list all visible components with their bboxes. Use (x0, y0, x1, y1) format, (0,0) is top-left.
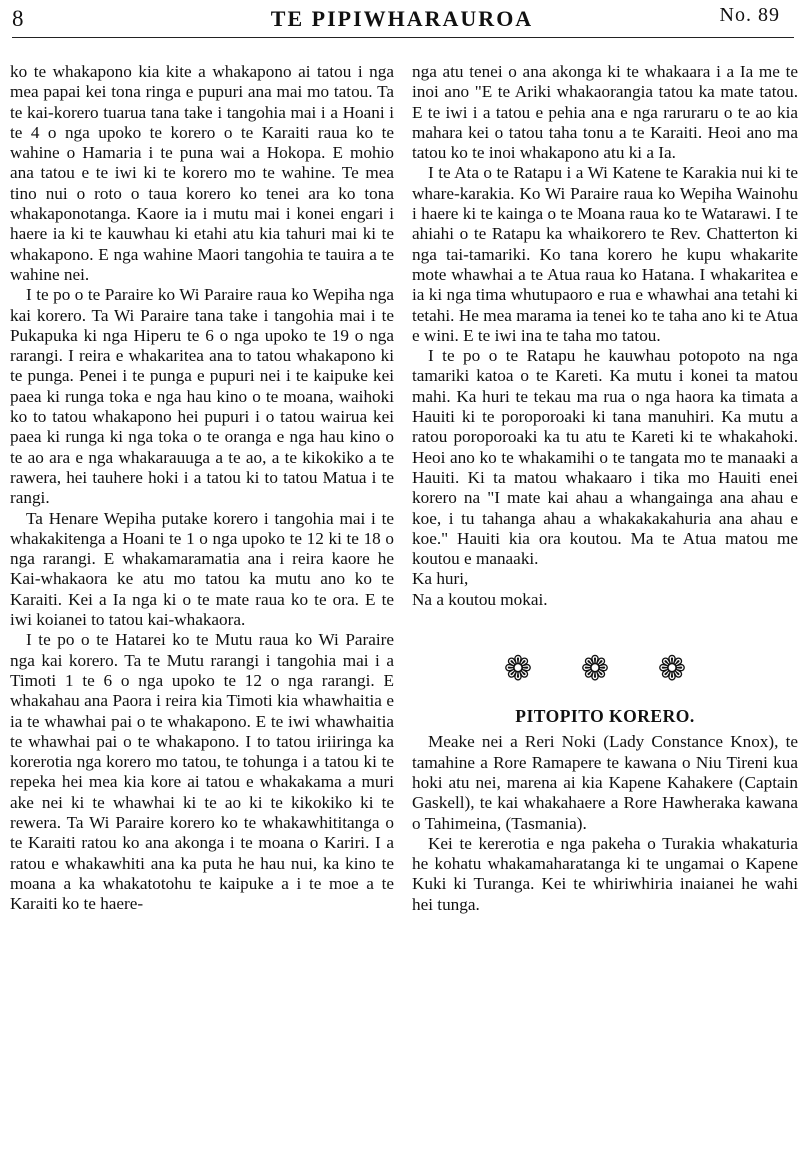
paragraph: Meake nei a Reri Noki (Lady Constance Knox), te tamahine a Rore Ramapere te kawana o Niu Tireni kua hoki atu nei, marena ai kia Kapene Kahakere (Captain Gaskell), te kai whakahaere a Rore Hawheraka kawana o Tahimeina, (Tasmania). (412, 732, 798, 833)
issue-number: No. 89 (719, 4, 780, 26)
ornament-divider: ❁ ❁ ❁ (503, 651, 707, 689)
left-column (10, 62, 394, 1162)
paragraph: I te po o te Paraire ko Wi Paraire raua ko Wepiha nga kai korero. Ta Wi Paraire tana take i tangohia mai i te Pukapuka ki nga Hiperu te 6 o nga upoko te 19 o nga rarangi. I reira e whakaritea ana to tatou whakapono ki te punga. Penei i te punga e pupuri nei i te kaipuke kei paea ki runga toka e nga hau kino o te moana, waihoki ko to tatou whakapono hei pupuri i o tatou wairua kei paea ki runga ki nga toka o te oranga e nga hau kino o te ao ara e nga whakarauuga a te ao, a te kikokiko a te rawera, hei tauhere hoki i a tatou ki to tatou Matua i te rangi. (10, 285, 394, 508)
section-heading: PITOPITO KORERO. (515, 706, 695, 727)
paragraph: ko te whakapono kia kite a whakapono ai tatou i nga mea papai kei tona ringa e pupuri ana mai mo tatou. Ta te kai-korero tuarua tana take i tangohia mai i a Hoani i te 4 o nga upoko te korero o te Karaiti raua ko te wahine o Hamaria i te puna wai a Hokopa. E mohio ana tatou e te iwi ki te korero mo te wahine. Te mea tino nui o roto o taua korero ko tenei ara ko tona whakaponotanga. Kaore ia i mutu mai i konei engari i haere ia ki te kauwhau ki etahi atu kia tahuri mai ki te whakapono. E nga wahine Maori tangohia te tauira a te wahine nei. (10, 62, 394, 284)
signature: Na a koutou mokai. (412, 589, 548, 609)
header-rule (12, 37, 794, 38)
newspaper-title: TE PIPIWHARAUROA (270, 6, 534, 31)
page-header (0, 0, 804, 40)
paragraph: Ta Henare Wepiha putake korero i tangohia mai i te whakakitenga a Hoani te 1 o nga upoko te 12 ki te 18 o nga rarangi. E whakamaramatia ana i reira kaore he Kai-whakaora ke atu mo tatou ka mutu ano ko te Karaiti. Kei a Ia nga ki o te mate raua ko te ora. E te iwi koianei to tatou kai-whakaora. (10, 508, 394, 630)
page-number: 8 (12, 6, 24, 31)
paragraph: I te po o te Ratapu he kauwhau potopoto na nga tamariki katoa o te Kareti. Ka mutu i konei ta matou mahi. Ka huri te tekau ma rua o nga haora ka timata a Hauiti ki te poroporoaki ki tana manuhiri. Ka mutu a ratou poroporoaki ka tu atu te Kareti ki te whakahoki. Heoi ano ko te whakamihi o te tangata mo te manaaki a Hauiti. Ki ta matou whakaaro i tika mo Hauiti enei korero na "I mate kai ahau a whangainga ana ahau e koe, i tu tahanga ahau a whakakakahuria ana ahau e koe." Hauiti kia ora koutou. Ma te Atua matou me koutou e manaaki. (412, 346, 798, 569)
paragraph: nga atu tenei o ana akonga ki te whakaara i a Ia me te inoi ano "E te Ariki whakaorangia tatou ka mate tatou. E te iwi i a tatou e pehia ana e nga raruraru o te ao kia mahara kei o tatou taha tonu a te Karaiti. Heoi ano ma tatou ko te inoi whakapono atu ki a Ia. (412, 62, 798, 163)
signoff: Ka huri, (412, 569, 469, 589)
paragraph: I te Ata o te Ratapu i a Wi Katene te Karakia nui ki te whare-karakia. Ko Wi Paraire raua ko Wepiha Wainohu i haere ki te kainga o te Moana raua ko te Watarawi. I te ahiahi o te Ratapu ka whaikorero te Rev. Chatterton ki nga tai-tamariki. Ko tana korero he kupu whakarite mote whawhai a te Atua raua ko Hatana. I whakaritea e ia ki nga tima whutupaoro e rua e whawhai ana tetahi ki tetahi. He mea marama ia tenei ko te taha ano ki te Atua e wini. E te iwi ina te taha mo tatou. (412, 163, 798, 345)
paragraph: Kei te kererotia e nga pakeha o Turakia whakaturia he kohatu whakamaharatanga ki te ungamai o Kapene Kuki ki Turanga. Kei te whiriwhiria inaianei he wahi hei tunga. (412, 833, 798, 914)
paragraph: I te po o te Hatarei ko te Mutu raua ko Wi Paraire nga kai korero. Ta te Mutu rarangi i tangohia mai i a Timoti 1 te 6 o nga upoko te 12 o nga rarangi. E whakahau ana Paora i reira kia Timoti kia whawhaitia e ia te whawhai pai o te whakapono. E te iwi whawhaitia te whawhai pai o te whakapono. I to tatou iriiringa ka korerotia nga korero mo tatou, te tohunga i a tatou ki te repeka hei mea kia kore ai tatou e whakakama a muri ake nei ki te whawhai ki te ao ki te kikokiko ki te rewera. Ta Wi Paraire korero ko te whakawhititanga o te Karaiti ratou ko ana akonga i te moana o Kariri. I a ratou e whakawhiti ana ka puta he hau nui, ka kino te moana a ka whakatotohu te kaipuke a i te moe a te Karaiti ko te haere- (10, 630, 394, 914)
right-column (412, 62, 798, 1162)
